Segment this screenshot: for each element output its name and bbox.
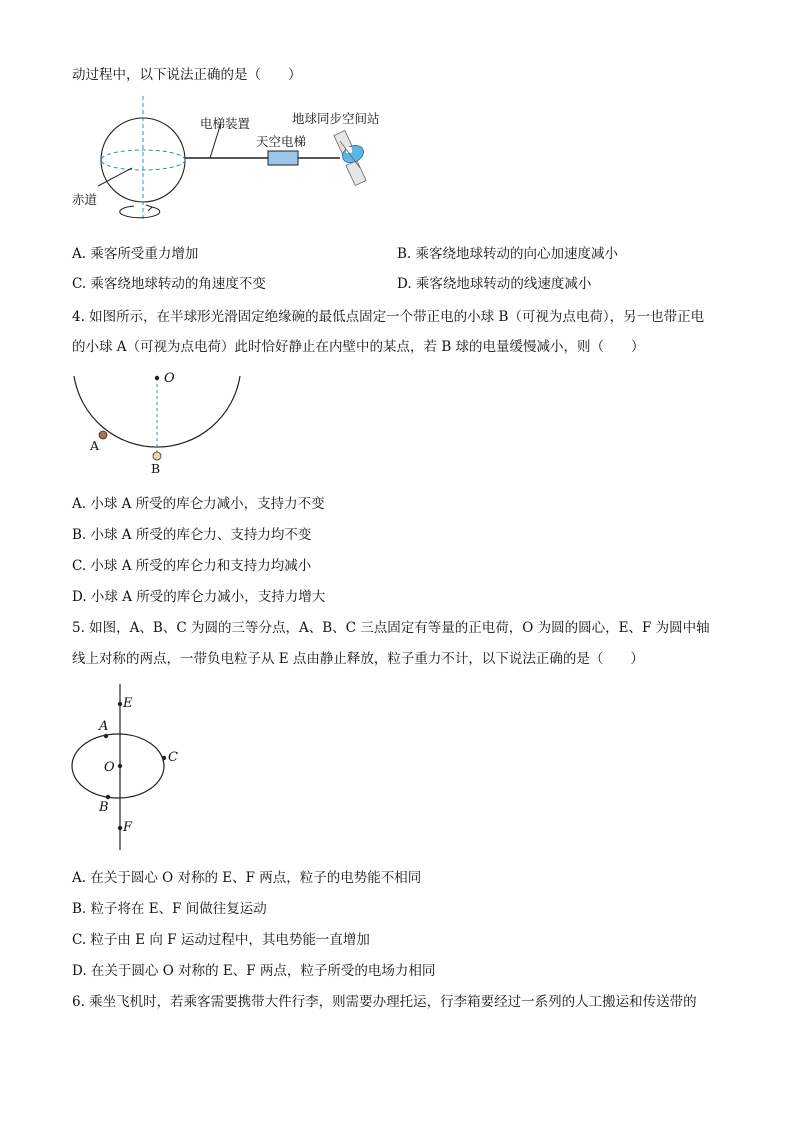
q5-option-a: A. 在关于圆心 O 对称的 E、F 两点，粒子的电势能不相同 (72, 870, 422, 886)
q5-stem-line2: 线上对称的两点，一带负电粒子从 E 点由静止释放，粒子重力不计，以下说法正确的是（ ） (72, 651, 644, 667)
q5-label-f: F (123, 820, 133, 835)
q5-label-c: C (168, 750, 178, 765)
q5-option-c: C. 粒子由 E 向 F 运动过程中，其电势能一直增加 (72, 932, 370, 948)
point-f (118, 826, 122, 830)
q5-option-b: B. 粒子将在 E、F 间做往复运动 (72, 901, 267, 917)
ball-b (153, 452, 161, 460)
q5-label-e: E (123, 696, 133, 711)
ball-a (99, 431, 107, 439)
label-equator: 赤道 (72, 192, 98, 207)
q4-option-c: C. 小球 A 所受的库仑力和支持力均减小 (72, 558, 312, 574)
label-elevator-device: 电梯装置 (200, 116, 251, 131)
q3-option-a: A. 乘客所受重力增加 (72, 246, 199, 262)
q4-label-b: B (151, 461, 161, 476)
q3-option-d: D. 乘客绕地球转动的线速度减小 (397, 276, 592, 292)
label-sync-station: 地球同步空间站 (292, 111, 380, 126)
q5-stem-line1: 5. 如图，A、B、C 为圆的三等分点，A、B、C 三点固定有等量的正电荷，O 为圆的圆心，E、F 为圆中轴 (72, 620, 710, 636)
sky-elevator-box (268, 151, 298, 165)
q4-label-a: A (90, 438, 100, 453)
q4-option-b: B. 小球 A 所受的库仑力、支持力均不变 (72, 527, 312, 543)
point-b (106, 795, 110, 799)
q3-stem-tail: 动过程中，以下说法正确的是（ ） (72, 67, 302, 83)
point-o5 (118, 764, 122, 768)
q5-label-b: B (99, 800, 109, 815)
q4-stem-line1: 4. 如图所示，在半球形光滑固定绝缘碗的最低点固定一个带正电的小球 B（可视为点电荷），另一也带正电 (72, 309, 705, 325)
rotation-arrow (120, 206, 160, 218)
point-o (155, 376, 159, 380)
q4-option-d: D. 小球 A 所受的库仑力减小，支持力增大 (72, 589, 326, 605)
point-a (104, 734, 108, 738)
point-c (162, 756, 166, 760)
point-e (118, 702, 122, 706)
q5-label-a: A (99, 719, 109, 734)
q6-stem-line1: 6. 乘坐飞机时，若乘客需要携带大件行李，则需要办理托运，行李箱要经过一系列的人工搬运和传送带的 (72, 994, 697, 1010)
q3-option-c: C. 乘客绕地球转动的角速度不变 (72, 276, 266, 292)
q4-option-a: A. 小球 A 所受的库仑力减小，支持力不变 (72, 496, 325, 512)
q5-label-o: O (104, 760, 115, 775)
q4-stem-line2: 的小球 A（可视为点电荷）此时恰好静止在内壁中的某点，若 B 球的电量缓慢减小，则（ ） (72, 339, 645, 355)
equator-pointer (98, 168, 132, 186)
q5-option-d: D. 在关于圆心 O 对称的 E、F 两点，粒子所受的电场力相同 (72, 963, 436, 979)
label-sky-elevator: 天空电梯 (256, 134, 307, 149)
q3-option-b: B. 乘客绕地球转动的向心加速度减小 (397, 246, 619, 262)
q4-label-o: O (164, 371, 175, 386)
